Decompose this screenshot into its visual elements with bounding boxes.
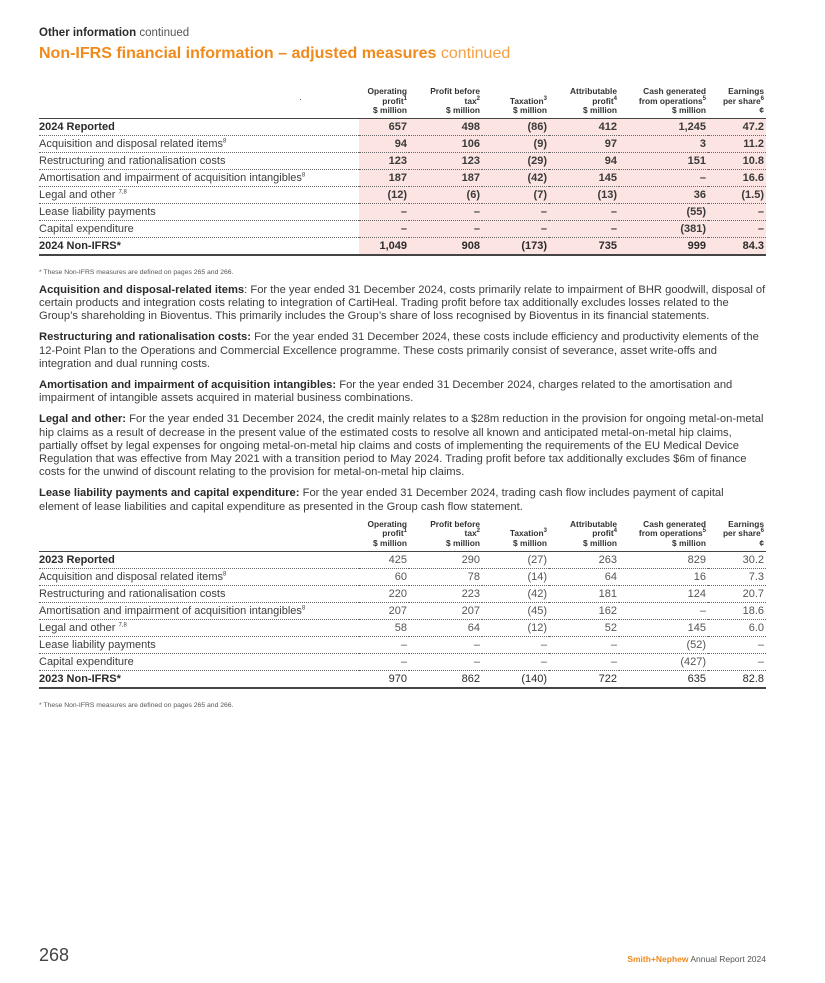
column-header-unit: $ million: [672, 105, 706, 116]
table-cell: 16.6: [708, 169, 766, 186]
column-header-unit: $ million: [373, 105, 407, 116]
row-label: [39, 670, 359, 688]
title-bold: Non-IFRS financial information – adjusted measures: [39, 45, 437, 62]
title-rest: continued: [436, 45, 511, 62]
row-label: [39, 203, 359, 220]
column-header-unit: $ million: [583, 538, 617, 549]
table-cell: 82.8: [708, 670, 766, 688]
row-label: [39, 118, 359, 135]
row-label-text: Acquisition and disposal related items: [39, 570, 224, 583]
table-cell: (7): [482, 186, 549, 203]
column-header-sup: 5: [702, 95, 706, 102]
table-cell: 207: [409, 602, 482, 619]
header-row: [39, 87, 766, 118]
table-cell: 145: [619, 619, 708, 636]
note-title: Legal and other:: [39, 413, 127, 426]
brand-rest: Annual Report 2024: [688, 954, 766, 964]
row-label-text: 2024 Reported: [39, 120, 115, 133]
column-header-unit: $ million: [672, 538, 706, 549]
table-cell: –: [549, 203, 619, 220]
row-label-text: Capital expenditure: [39, 655, 134, 668]
column-header-unit: $ million: [446, 105, 480, 116]
table-cell: 123: [359, 152, 409, 169]
row-label-text: 2024 Non-IFRS*: [39, 239, 121, 252]
row-label-text: Restructuring and rationalisation costs: [39, 587, 226, 600]
table-row: [39, 670, 766, 688]
note-title: Amortisation and impairment of acquisition intangibles:: [39, 379, 337, 391]
column-header-sup: 2: [476, 528, 480, 535]
table-cell: (86): [482, 118, 549, 135]
table-cell: 290: [409, 551, 482, 568]
row-label: [39, 152, 359, 169]
column-header: [359, 87, 409, 118]
column-header: [619, 520, 708, 551]
note-text: For the year ended 31 December 2024, these costs include efficiency and productivity elements of the 12-Point Plan to the Operations and Commercial Excellence programme. These costs primarily consist of severance, asset write-offs and integration and dual running costs.: [39, 331, 759, 370]
table-cell: (427): [619, 653, 708, 670]
column-header: [619, 87, 708, 118]
table-cell: 263: [549, 551, 619, 568]
table-row: [39, 551, 766, 568]
page-title: [39, 43, 766, 65]
column-header-name: per share: [722, 95, 761, 106]
table-row: [39, 135, 766, 152]
table-cell: (9): [482, 135, 549, 152]
table-cell: 52: [549, 619, 619, 636]
row-label-text: Lease liability payments: [39, 638, 156, 651]
table-cell: –: [409, 653, 482, 670]
row-label-sup: 7,8: [118, 189, 127, 196]
column-header: [482, 520, 549, 551]
column-header-line1: Profit before: [430, 86, 480, 96]
row-label-sup: 8: [301, 172, 306, 179]
table-cell: 999: [619, 237, 708, 255]
table-cell: –: [409, 636, 482, 653]
row-label-text: Legal and other: [39, 188, 119, 201]
table-cell: 635: [619, 670, 708, 688]
table-cell: 18.6: [708, 602, 766, 619]
table-row: [39, 653, 766, 670]
column-header-line1: Cash generated: [643, 86, 706, 96]
table-cell: 3: [619, 135, 708, 152]
row-label: [39, 653, 359, 670]
table-row: [39, 152, 766, 169]
table-cell: –: [482, 653, 549, 670]
column-header: [482, 87, 549, 118]
table-2023-body: [39, 551, 766, 688]
row-label-text: Capital expenditure: [39, 222, 134, 235]
table-cell: 970: [359, 670, 409, 688]
table-cell: 223: [409, 585, 482, 602]
table-cell: 20.7: [708, 585, 766, 602]
row-label-text: Legal and other: [39, 621, 119, 634]
table-cell: 123: [409, 152, 482, 169]
column-header-unit: ¢: [759, 105, 764, 116]
table-cell: –: [619, 602, 708, 619]
column-header-sup: 4: [613, 95, 617, 102]
table-cell: 58: [359, 619, 409, 636]
page-number: 268: [39, 945, 70, 965]
column-header-sup: 3: [543, 528, 547, 535]
table-cell: (45): [482, 602, 549, 619]
column-header-sup: 6: [760, 95, 764, 102]
table-cell: 10.8: [708, 152, 766, 169]
table-cell: –: [708, 653, 766, 670]
row-label-text: Restructuring and rationalisation costs: [39, 154, 226, 167]
column-header-sup: 2: [476, 95, 480, 102]
column-header-name: Taxation: [509, 95, 544, 106]
table-cell: 425: [359, 551, 409, 568]
table-cell: (12): [359, 186, 409, 203]
table-cell: (1.5): [708, 186, 766, 203]
table-cell: 6.0: [708, 619, 766, 636]
table-cell: 412: [549, 118, 619, 135]
table-cell: 1,245: [619, 118, 708, 135]
table-row: [39, 636, 766, 653]
table-cell: 64: [549, 568, 619, 585]
row-label-text: 2023 Non-IFRS*: [39, 672, 121, 685]
table-cell: 735: [549, 237, 619, 255]
table-2024-body: [39, 118, 766, 255]
table-cell: (52): [619, 636, 708, 653]
table-cell: 187: [359, 169, 409, 186]
table-row: [39, 169, 766, 186]
table-cell: 30.2: [708, 551, 766, 568]
table-cell: –: [482, 220, 549, 237]
row-label-sup: 8: [223, 570, 227, 577]
notes-section: [39, 284, 766, 514]
table-row: [39, 118, 766, 135]
table-cell: –: [409, 220, 482, 237]
column-header-unit: $ million: [373, 538, 407, 549]
column-header-unit: ¢: [759, 538, 764, 549]
table-cell: 187: [409, 169, 482, 186]
table-cell: 94: [549, 152, 619, 169]
table-row: [39, 585, 766, 602]
column-header-line1: Earnings: [728, 86, 764, 96]
table-cell: 16: [619, 568, 708, 585]
table-cell: (12): [482, 619, 549, 636]
row-label: [39, 237, 359, 255]
column-header-line2: [708, 529, 764, 539]
column-header-line1: Operating: [367, 86, 407, 96]
table-2023-header: [39, 520, 766, 551]
column-header-name: per share: [722, 528, 761, 539]
table-cell: 181: [549, 585, 619, 602]
row-label: [39, 585, 359, 602]
row-label-sup: 8: [301, 604, 306, 611]
table-cell: (55): [619, 203, 708, 220]
table-cell: –: [549, 653, 619, 670]
note-title: Restructuring and rationalisation costs:: [39, 331, 251, 344]
table-cell: (29): [482, 152, 549, 169]
row-label: [39, 602, 359, 619]
table-cell: –: [708, 636, 766, 653]
note-paragraph: [39, 284, 766, 324]
table-row: [39, 220, 766, 237]
table-cell: 220: [359, 585, 409, 602]
table-cell: 162: [549, 602, 619, 619]
table-cell: –: [359, 653, 409, 670]
table-cell: –: [359, 636, 409, 653]
table-cell: –: [359, 220, 409, 237]
table-cell: 36: [619, 186, 708, 203]
table-cell: –: [549, 636, 619, 653]
table-cell: 498: [409, 118, 482, 135]
table-cell: 829: [619, 551, 708, 568]
table-cell: –: [482, 636, 549, 653]
table-cell: 862: [409, 670, 482, 688]
table-cell: (6): [409, 186, 482, 203]
column-header-sup: 1: [403, 528, 407, 535]
column-header: [708, 87, 766, 118]
column-header-line1: Operating: [367, 518, 407, 529]
table-cell: (13): [549, 186, 619, 203]
row-label: [39, 135, 359, 152]
table-cell: –: [708, 220, 766, 237]
table-cell: 11.2: [708, 135, 766, 152]
kicker-bold: Other information: [39, 27, 137, 39]
column-header-sup: 3: [543, 95, 547, 102]
table-cell: 106: [409, 135, 482, 152]
table-row: [39, 568, 766, 585]
table-cell: 151: [619, 152, 708, 169]
table-cell: –: [549, 220, 619, 237]
table-row: [39, 237, 766, 255]
table-cell: 722: [549, 670, 619, 688]
column-header-name: Taxation: [509, 528, 544, 539]
table-cell: –: [619, 169, 708, 186]
table-row: [39, 619, 766, 636]
table-cell: 78: [409, 568, 482, 585]
table-row: [39, 602, 766, 619]
column-header-line1: Earnings: [728, 518, 764, 529]
table-cell: 60: [359, 568, 409, 585]
kicker-rest: continued: [136, 27, 190, 39]
table-cell: (173): [482, 237, 549, 255]
column-header: [549, 520, 619, 551]
row-label: [39, 619, 359, 636]
column-header-line1: Cash generated: [643, 518, 706, 529]
header-row: [39, 520, 766, 551]
column-header-sup: 5: [702, 528, 706, 535]
column-header-name: tax: [464, 95, 477, 106]
table-cell: 1,049: [359, 237, 409, 255]
row-label-text: Amortisation and impairment of acquisition intangibles: [39, 171, 302, 184]
table-2024: [39, 87, 766, 256]
table-cell: (27): [482, 551, 549, 568]
column-header-name: tax: [464, 528, 477, 539]
row-label: [39, 220, 359, 237]
footnote-2024: * These Non-IFRS measures are defined on pages 265 and 266.: [39, 268, 234, 276]
column-header-sup: 4: [613, 528, 617, 535]
note-text: For the year ended 31 December 2024, the credit mainly relates to a $28m reduction in the provision for ongoing metal-on-metal hip claims as a result of decrease in the present value of the estimated costs to resolve all known and anticipated metal-on-metal hip claims, partially offset by legal expenses for ongoing metal-on-metal hip claims and costs of implementing the requirements of the EU Medical Device Regulation that was effective from May 2021 with a transition period to May 2024. Trading profit before tax additionally excludes $6m of finance costs for the unwind of discount relating to the provision for metal-on-metal hip claims.: [39, 413, 764, 479]
table-cell: 7.3: [708, 568, 766, 585]
table-row: [39, 203, 766, 220]
table-cell: (42): [482, 169, 549, 186]
column-header-name: profit: [592, 95, 614, 106]
table-cell: 207: [359, 602, 409, 619]
column-header-sup: 6: [760, 528, 764, 535]
table-cell: –: [708, 203, 766, 220]
column-header-sup: 1: [403, 95, 407, 102]
column-header-name: from operations: [638, 528, 703, 539]
row-label: [39, 636, 359, 653]
table-cell: 908: [409, 237, 482, 255]
table-2023: [39, 520, 766, 689]
note-title: Acquisition and disposal-related items: [39, 283, 245, 296]
row-label: [39, 568, 359, 585]
row-label: [39, 169, 359, 186]
table-cell: (140): [482, 670, 549, 688]
row-label-sup: 8: [223, 138, 227, 145]
brand-name: Smith+Nephew: [627, 954, 689, 964]
table-cell: –: [482, 203, 549, 220]
note-text: : For the year ended 31 December 2024, costs primarily relate to impairment of BHR goodwill, disposal of certain products and integration costs relating to integration of CartiHeal. Trading profit before tax additionally excludes losses related to the Group’s shareholding in Bioventus. This primarily includes the Group’s share of loss recognised by Bioventus in its financial statements.: [39, 283, 766, 323]
column-header-line2: [708, 97, 764, 107]
column-header-name: profit: [382, 95, 404, 106]
table-cell: –: [359, 203, 409, 220]
note-text: For the year ended 31 December 2024, charges related to the amortisation and impairment of intangible assets acquired in material business combinations.: [39, 379, 733, 405]
note-paragraph: [39, 331, 766, 371]
table-row: [39, 186, 766, 203]
column-header-unit: $ million: [513, 538, 547, 549]
column-header-unit: $ million: [446, 538, 480, 549]
row-label: [39, 551, 359, 568]
table-cell: 47.2: [708, 118, 766, 135]
table-cell: 84.3: [708, 237, 766, 255]
header-label-cell: [39, 87, 359, 118]
column-header: [549, 87, 619, 118]
footnote-2023: * These Non-IFRS measures are defined on pages 265 and 266.: [39, 701, 234, 709]
table-cell: 145: [549, 169, 619, 186]
column-header: [359, 520, 409, 551]
table-cell: 657: [359, 118, 409, 135]
table-cell: 94: [359, 135, 409, 152]
note-paragraph: [39, 413, 766, 479]
column-header-unit: $ million: [583, 105, 617, 116]
row-label: [39, 186, 359, 203]
table-cell: (381): [619, 220, 708, 237]
table-2024-header: [39, 87, 766, 118]
note-paragraph: [39, 487, 766, 513]
row-label-text: Lease liability payments: [39, 205, 156, 218]
note-title: Lease liability payments and capital expenditure:: [39, 487, 300, 500]
column-header-line1: Attributable: [570, 86, 617, 96]
table-cell: 64: [409, 619, 482, 636]
column-header-line1: Profit before: [430, 518, 480, 529]
table-cell: (42): [482, 585, 549, 602]
column-header-unit: $ million: [513, 105, 547, 116]
header-label-cell: [39, 520, 359, 551]
row-label-text: 2023 Reported: [39, 553, 115, 566]
row-label-sup: 7,8: [118, 621, 127, 628]
row-label-text: Amortisation and impairment of acquisition intangibles: [39, 604, 302, 617]
column-header: [708, 520, 766, 551]
column-header-name: from operations: [638, 95, 703, 106]
page-content: [39, 26, 766, 709]
column-header-name: profit: [592, 528, 614, 539]
table-cell: –: [409, 203, 482, 220]
note-text: For the year ended 31 December 2024, trading cash flow includes payment of capital element of lease liabilities and capital expenditure as presented in the Group cash flow statement.: [39, 487, 724, 513]
brand-footer: [627, 954, 766, 964]
column-header: [409, 520, 482, 551]
table-cell: 97: [549, 135, 619, 152]
column-header: [409, 87, 482, 118]
section-kicker: [39, 26, 766, 40]
table-cell: 124: [619, 585, 708, 602]
column-header-line1: Attributable: [570, 518, 617, 529]
table-cell: (14): [482, 568, 549, 585]
note-paragraph: [39, 379, 766, 405]
column-header-name: profit: [382, 528, 404, 539]
row-label-text: Acquisition and disposal related items: [39, 137, 224, 150]
